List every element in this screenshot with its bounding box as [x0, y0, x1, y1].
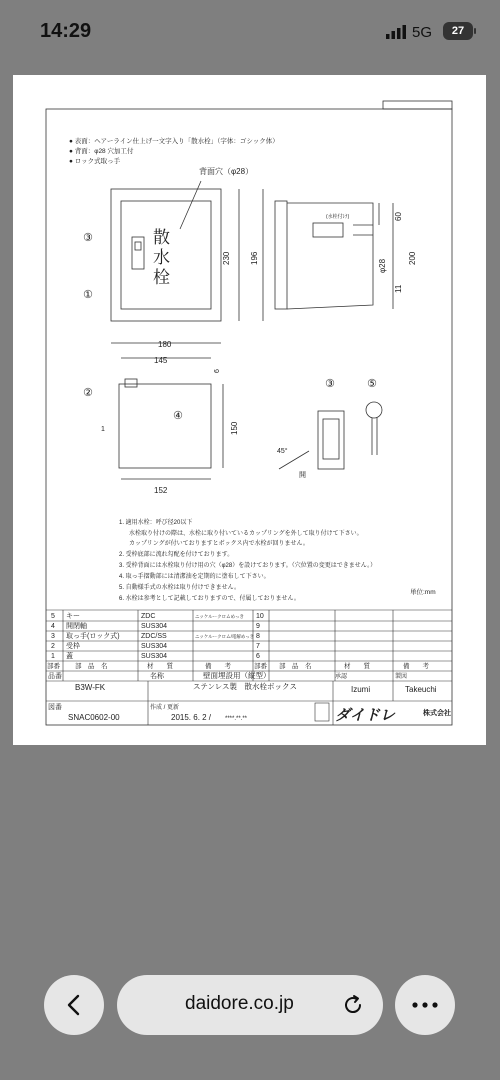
network-label: 5G: [412, 24, 433, 41]
header-name-2: 部 品 名: [279, 663, 312, 670]
title-tab: [383, 101, 452, 109]
part-name-1: 蓋: [66, 653, 73, 660]
signal-icon: [386, 25, 408, 39]
header-note: 備 考: [205, 663, 231, 670]
reload-icon[interactable]: [341, 993, 365, 1017]
battery-icon: 27: [443, 22, 473, 40]
address-bar[interactable]: [117, 975, 383, 1035]
more-button[interactable]: [395, 975, 455, 1035]
part-name-4: 開閉軸: [66, 623, 87, 630]
product-name-label: 名称: [150, 673, 164, 680]
callout-4: ④: [173, 410, 183, 422]
part-mat-2: SUS304: [141, 643, 168, 650]
part-no-9: 9: [256, 623, 260, 630]
spec-note-3: 3. 受枠背面には水栓取り付け用の穴（φ28）を設けております。（穴位置の変更はできません。）: [119, 563, 377, 569]
header-name: 部 品 名: [75, 663, 108, 670]
checker-name: Izumi: [351, 685, 371, 694]
open-label: 開: [299, 472, 306, 479]
chevron-left-icon: [64, 994, 84, 1016]
dim-152: 152: [154, 486, 168, 495]
status-bar: [0, 0, 500, 70]
back-button[interactable]: [44, 975, 104, 1035]
part-mat-5: ZDC: [141, 613, 156, 620]
technical-drawing: [13, 75, 486, 745]
part-no-5: 5: [51, 613, 55, 620]
part-no-8: 8: [256, 633, 260, 640]
company-suffix: 株式会社: [423, 710, 451, 717]
part-mat-1: SUS304: [141, 653, 168, 660]
drawing-no: SNAC0602-00: [68, 713, 120, 722]
drawing-date-2: ****.**.**: [225, 716, 248, 722]
door-char-3: 栓: [153, 268, 170, 287]
callout-2: ②: [83, 387, 93, 399]
header-no: 部番: [47, 663, 60, 670]
date-label: 作成 / 更新: [150, 705, 180, 711]
part-name-2: 受枠: [66, 643, 80, 650]
dim-200: 200: [408, 251, 417, 265]
dim-45deg: 45°: [277, 448, 288, 455]
header-note-2: 備 考: [403, 663, 429, 670]
door-char-2: 水: [153, 248, 170, 267]
spec-note-1: 1. 適用水栓：呼び径20以下: [119, 520, 193, 526]
part-name-5: キー: [66, 613, 80, 620]
product-code: B3W-FK: [75, 683, 106, 692]
dim-phi28: φ28: [378, 258, 387, 273]
make-label: 製図: [395, 674, 408, 680]
header-mat-2: 材 質: [344, 663, 370, 670]
spec-note-1a: 水栓取り付けの際は、水栓に取り付いているカップリングを外して取り付けて下さい。: [129, 531, 363, 537]
spec-note-5: 5. 自動様手式の水栓は取り付けできません。: [119, 585, 241, 591]
clock: 14:29: [40, 20, 92, 42]
note-2: ● 背面：φ28 穴加工付: [69, 148, 134, 155]
part-note-3: ニッケルークロム/電解めっき: [195, 634, 255, 639]
dim-6: 6: [214, 369, 221, 373]
spec-note-1b: カップリングが付いておりますとボックス内で水栓が回りません。: [129, 541, 309, 547]
part-mat-3: ZDC/SS: [141, 633, 167, 640]
dim-11: 11: [394, 284, 403, 293]
drawing-no-label: 図番: [48, 704, 62, 711]
callout-5: ⑤: [367, 378, 377, 390]
check-label: 承認: [335, 674, 348, 680]
dim-180: 180: [158, 340, 172, 349]
dim-1: 1: [101, 426, 105, 433]
part-name-3: 取っ手(ロック式): [66, 633, 120, 640]
hole-label: 背面穴（φ28）: [199, 167, 254, 176]
callout-1: ①: [83, 289, 93, 301]
note-1: ● 表面：ヘアーライン仕上げ一文字入り「散水栓」（字体：ゴシック体）: [69, 138, 279, 145]
product-name-1: 壁面埋設用（縦型）: [203, 671, 271, 680]
spec-note-6: 6. 水栓は参考として記載しておりますので、付属しておりません。: [119, 596, 300, 602]
faucet-label: (水栓付け): [326, 214, 350, 220]
handle-detail: [279, 402, 382, 469]
drawing-page: [13, 75, 486, 745]
callout-3: ③: [83, 232, 93, 244]
callout-3-detail: ③: [325, 378, 335, 390]
header-no-2: 部番: [254, 663, 267, 670]
header-mat: 材 質: [147, 663, 173, 670]
maker-name: Takeuchi: [405, 685, 437, 694]
company-name: ダイドレ: [335, 707, 395, 724]
company-logo-icon: [315, 703, 329, 721]
part-no-10: 10: [256, 613, 264, 620]
dim-60: 60: [394, 212, 403, 221]
dim-145: 145: [154, 356, 168, 365]
door-char-1: 散: [153, 228, 170, 247]
part-note-5: ニッケルークロムめっき: [195, 614, 245, 619]
spec-note-2: 2. 受枠底部に流れ勾配を付けております。: [119, 552, 234, 558]
spec-note-4: 4. 取っ手摺動部には清潔油を定期的に塗布して下さい。: [119, 574, 270, 580]
url-text: daidore.co.jp: [185, 993, 294, 1014]
part-no-1: 1: [51, 653, 55, 660]
part-no-7: 7: [256, 643, 260, 650]
unit-label: 単位:mm: [410, 589, 436, 596]
product-name-2: ステンレス製 散水栓ボックス: [193, 682, 297, 691]
side-view: [239, 189, 393, 321]
drawing-date: 2015. 6. 2 /: [171, 713, 212, 722]
more-icon: [412, 1002, 438, 1008]
product-code-label: 品番: [48, 673, 62, 680]
part-no-4: 4: [51, 623, 55, 630]
dim-150: 150: [230, 421, 239, 435]
part-mat-4: SUS304: [141, 623, 168, 630]
part-no-2: 2: [51, 643, 55, 650]
part-no-3: 3: [51, 633, 55, 640]
dim-230: 230: [222, 251, 231, 265]
part-no-6: 6: [256, 653, 260, 660]
note-3: ● ロック式取っ手: [69, 158, 121, 165]
dim-196: 196: [250, 251, 259, 265]
